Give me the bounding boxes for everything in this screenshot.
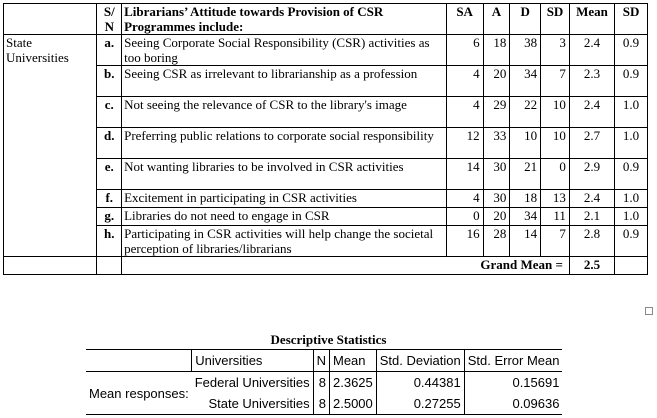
- header-sn: S/ N: [97, 4, 122, 35]
- table-row: [4, 159, 648, 190]
- grand-mean-blank: [97, 257, 122, 275]
- table-row: [4, 97, 648, 128]
- header-attitude: Librarians’ Attitude towards Provision of CSR Programmes include:: [122, 4, 447, 35]
- row-mean: 2.4: [569, 97, 614, 128]
- header-a: A: [483, 4, 510, 35]
- row-sa: 0: [446, 208, 483, 226]
- table-row: [4, 66, 648, 97]
- row-a: 18: [483, 35, 510, 66]
- row-a: 28: [483, 226, 510, 257]
- desc-header-group: Universities: [192, 350, 313, 372]
- row-sd: 13: [541, 190, 570, 208]
- row-stdev: 0.9: [615, 226, 648, 257]
- row-code: f.: [97, 190, 122, 208]
- row-code: b.: [97, 66, 122, 97]
- table-row: [4, 226, 648, 257]
- row-code: c.: [97, 97, 122, 128]
- row-mean: 2.9: [569, 159, 614, 190]
- row-a: 33: [483, 128, 510, 159]
- desc-header-row: [86, 350, 562, 372]
- row-sa: 6: [446, 35, 483, 66]
- row-d: 18: [510, 190, 541, 208]
- desc-row-std-dev: 0.44381: [376, 372, 464, 394]
- row-code: g.: [97, 208, 122, 226]
- table-row: [4, 208, 648, 226]
- row-mean: 2.1: [569, 208, 614, 226]
- row-mean: 2.4: [569, 35, 614, 66]
- row-mean: 2.7: [569, 128, 614, 159]
- row-a: 30: [483, 190, 510, 208]
- row-sd: 3: [541, 35, 570, 66]
- row-sd: 10: [541, 97, 570, 128]
- row-a: 20: [483, 208, 510, 226]
- row-sd: 10: [541, 128, 570, 159]
- descriptive-stats-title: Descriptive Statistics: [270, 332, 387, 347]
- grand-mean-blank: [4, 257, 97, 275]
- row-text: Preferring public relations to corporate social responsibility: [122, 128, 447, 159]
- row-sa: 16: [446, 226, 483, 257]
- table-row: [4, 190, 648, 208]
- row-text: Excitement in participating in CSR activities: [122, 190, 447, 208]
- row-sd: 11: [541, 208, 570, 226]
- desc-row-n: 8: [313, 393, 329, 415]
- row-text: Libraries do not need to engage in CSR: [122, 208, 447, 226]
- grand-mean-row: [4, 257, 648, 275]
- row-a: 29: [483, 97, 510, 128]
- row-d: 21: [510, 159, 541, 190]
- header-mean: Mean: [569, 4, 614, 35]
- row-d: 34: [510, 208, 541, 226]
- desc-row-group: Federal Universities: [192, 372, 313, 394]
- row-mean: 2.4: [569, 190, 614, 208]
- row-mean: 2.8: [569, 226, 614, 257]
- desc-row-label: Mean responses:: [86, 372, 192, 415]
- desc-row-group: State Universities: [192, 393, 313, 415]
- desc-header-std-dev: Std. Deviation: [376, 350, 464, 372]
- table-resize-handle[interactable]: [645, 307, 653, 315]
- row-sa: 4: [446, 66, 483, 97]
- row-mean: 2.3: [569, 66, 614, 97]
- desc-row-mean: 2.3625: [330, 372, 377, 394]
- row-sd: 7: [541, 226, 570, 257]
- row-a: 20: [483, 66, 510, 97]
- attitude-table: [3, 3, 648, 275]
- grand-mean-label: Grand Mean =: [122, 257, 570, 275]
- row-a: 30: [483, 159, 510, 190]
- row-sa: 4: [446, 190, 483, 208]
- desc-row-n: 8: [313, 372, 329, 394]
- desc-header-n: N: [313, 350, 329, 372]
- row-stdev: 1.0: [615, 208, 648, 226]
- desc-header-mean: Mean: [330, 350, 377, 372]
- row-stdev: 0.9: [615, 159, 648, 190]
- desc-row-std-err: 0.15691: [512, 375, 560, 390]
- group-label: State Universities: [4, 35, 97, 257]
- row-stdev: 1.0: [615, 190, 648, 208]
- row-d: 10: [510, 128, 541, 159]
- header-sd: SD: [541, 4, 570, 35]
- desc-header-blank: [86, 350, 192, 372]
- row-d: 38: [510, 35, 541, 66]
- row-text: Seeing Corporate Social Responsibility (CSR) activities as too boring: [122, 35, 447, 66]
- grand-mean-value: 2.5: [569, 257, 614, 275]
- header-stdev: SD: [615, 4, 648, 35]
- table-row: [4, 35, 648, 66]
- row-sa: 12: [446, 128, 483, 159]
- row-sd: 0: [541, 159, 570, 190]
- row-text: Seeing CSR as irrelevant to librarianship as a profession: [122, 66, 447, 97]
- row-d: 22: [510, 97, 541, 128]
- row-code: a.: [97, 35, 122, 66]
- desc-row-std-dev: 0.27255: [376, 393, 464, 415]
- grand-mean-blank: [615, 257, 648, 275]
- row-text: Not seeing the relevance of CSR to the library's image: [122, 97, 447, 128]
- desc-row: [86, 372, 562, 394]
- row-d: 34: [510, 66, 541, 97]
- table-row: [4, 128, 648, 159]
- row-text: Not wanting libraries to be involved in CSR activities: [122, 159, 447, 190]
- row-stdev: 1.0: [615, 128, 648, 159]
- desc-row-std-err: 0.09636: [464, 393, 562, 415]
- row-stdev: 1.0: [615, 97, 648, 128]
- descriptive-stats-table: [86, 349, 562, 415]
- desc-header-std-err: Std. Error Mean: [464, 350, 562, 372]
- table-header-row: [4, 4, 648, 35]
- row-code: h.: [97, 226, 122, 257]
- row-sd: 7: [541, 66, 570, 97]
- row-text: Participating in CSR activities will help change the societal perception of libraries/librarians: [122, 226, 447, 257]
- row-stdev: 0.9: [615, 66, 648, 97]
- header-blank: [4, 4, 97, 35]
- row-sa: 4: [446, 97, 483, 128]
- desc-row-mean: 2.5000: [330, 393, 377, 415]
- row-stdev: 0.9: [615, 35, 648, 66]
- header-sa: SA: [446, 4, 483, 35]
- header-d: D: [510, 4, 541, 35]
- row-d: 14: [510, 226, 541, 257]
- row-code: d.: [97, 128, 122, 159]
- row-sa: 14: [446, 159, 483, 190]
- row-code: e.: [97, 159, 122, 190]
